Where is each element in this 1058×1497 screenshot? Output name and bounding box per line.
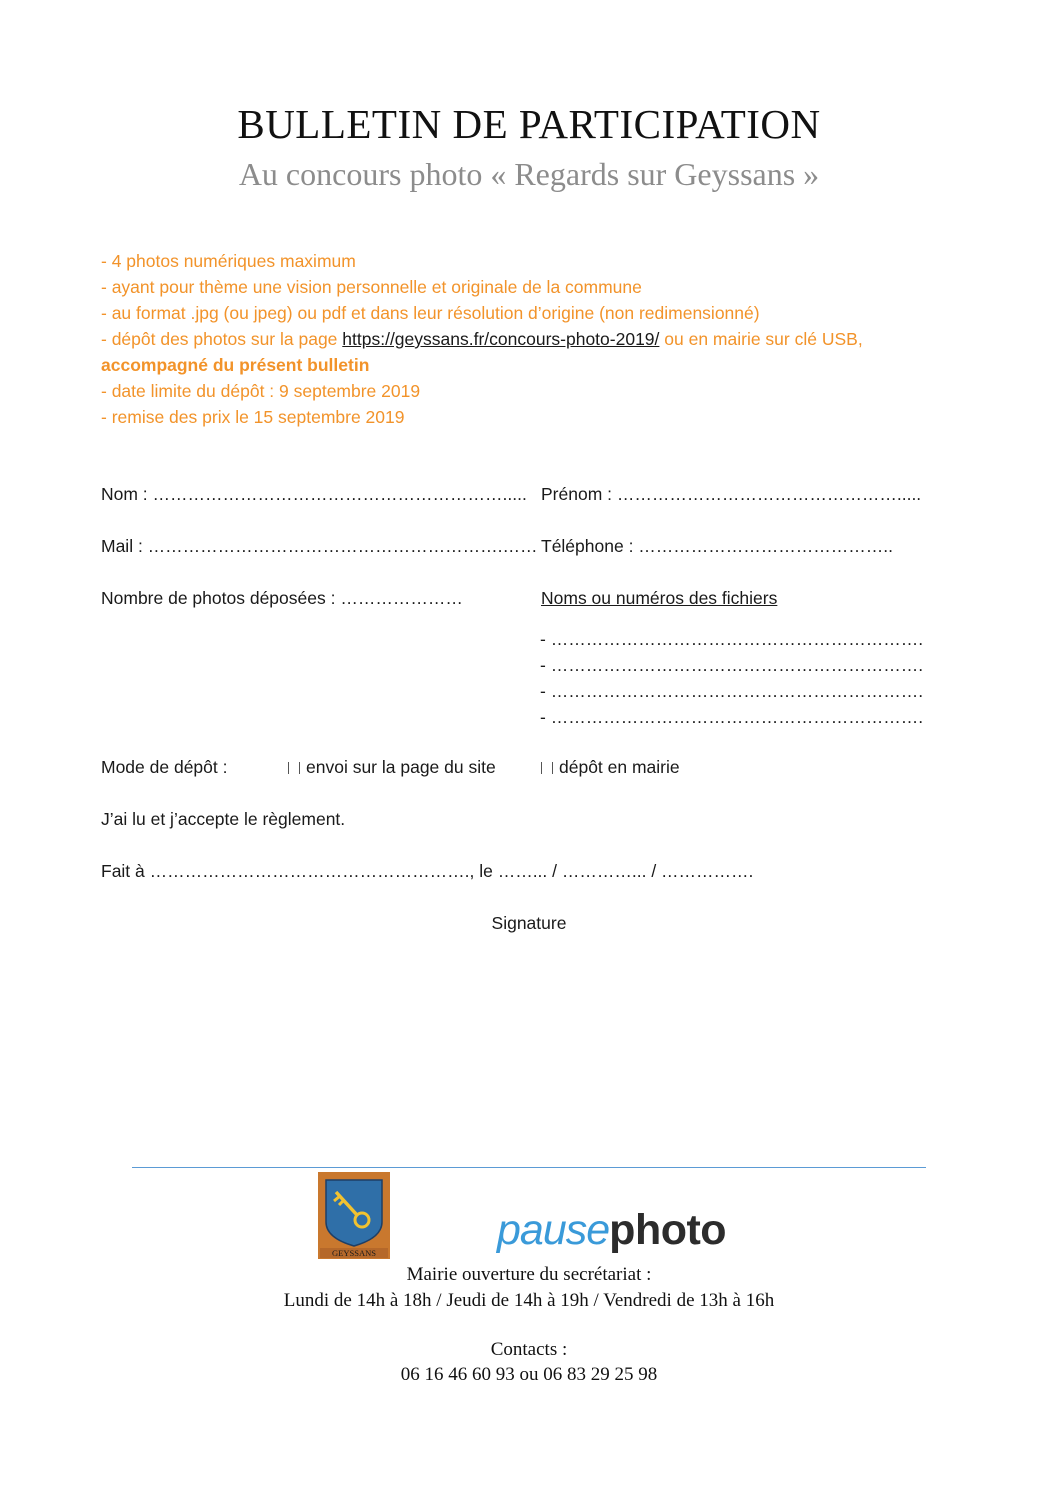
logo-pause-text: pause [497, 1206, 610, 1254]
rule-deadline: - date limite du dépôt : 9 septembre 2019 [101, 381, 421, 401]
rule-format: - au format .jpg (ou jpeg) ou pdf et dans leur résolution d’origine (non redimensionné) [101, 303, 760, 323]
telephone-field[interactable]: Téléphone : …………………………………….. [541, 536, 894, 556]
mode-depot-label: Mode de dépôt : [101, 757, 228, 777]
pausephoto-logo [497, 1206, 726, 1255]
place-date-field[interactable]: Fait à ………………………………………………., le ……... / …………... / ……………. [101, 861, 754, 881]
rule-deposit [101, 326, 1001, 352]
file-names-list [540, 626, 923, 730]
nom-field[interactable]: Nom : ……………………………………………………..... [101, 484, 527, 504]
rule-max-photos: - 4 photos numériques maximum [101, 251, 356, 271]
checkbox-mairie[interactable] [541, 762, 553, 774]
crest-graphic [318, 1172, 390, 1259]
rule-deposit-suffix: ou en mairie sur clé USB, [659, 329, 863, 349]
mail-field[interactable]: Mail : …………………………………………………….…… [101, 536, 538, 556]
contest-link[interactable]: https://geyssans.fr/concours-photo-2019/ [342, 329, 660, 349]
checkbox-site[interactable] [288, 762, 300, 774]
file-name-line[interactable]: - ………………………………………………………. [540, 655, 924, 675]
prenom-field[interactable]: Prénom : …………………………………………..... [541, 484, 922, 504]
file-names-heading: Noms ou numéros des fichiers [541, 588, 778, 608]
rule-theme: - ayant pour thème une vision personnelle et originale de la commune [101, 277, 642, 297]
logo-photo-text: photo [609, 1206, 727, 1254]
option-site-label: envoi sur la page du site [306, 757, 496, 777]
file-name-line[interactable]: - ………………………………………………………. [540, 707, 924, 727]
page-subtitle: Au concours photo « Regards sur Geyssans » [238, 156, 820, 192]
accept-rules-text: J’ai lu et j’accepte le règlement. [101, 809, 346, 829]
crest-text: GEYSSANS [332, 1248, 376, 1258]
rules-list [101, 248, 1001, 430]
footer-divider [132, 1167, 926, 1168]
rule-deposit-prefix: - dépôt des photos sur la page [101, 329, 343, 349]
footer-hours-title: Mairie ouverture du secrétariat : [406, 1264, 652, 1285]
rule-prize-date: - remise des prix le 15 septembre 2019 [101, 407, 405, 427]
option-mairie[interactable] [541, 757, 680, 778]
file-name-line[interactable]: - ………………………………………………………. [540, 629, 924, 649]
nombre-photos-field[interactable]: Nombre de photos déposées : ………………… [101, 588, 463, 608]
footer-hours: Lundi de 14h à 18h / Jeudi de 14h à 19h / Vendredi de 13h à 16h [283, 1290, 775, 1311]
footer-contacts-title: Contacts : [490, 1339, 568, 1360]
footer-phone-numbers: 06 16 46 60 93 ou 06 83 29 25 98 [400, 1364, 658, 1385]
signature-label: Signature [491, 913, 567, 933]
page-title: BULLETIN DE PARTICIPATION [237, 101, 821, 147]
rule-bulletin-required: accompagné du présent bulletin [101, 355, 370, 375]
geyssans-crest-icon [318, 1172, 390, 1259]
file-name-line[interactable]: - ………………………………………………………. [540, 681, 924, 701]
option-mairie-label: dépôt en mairie [559, 757, 680, 777]
option-site[interactable] [288, 757, 496, 778]
